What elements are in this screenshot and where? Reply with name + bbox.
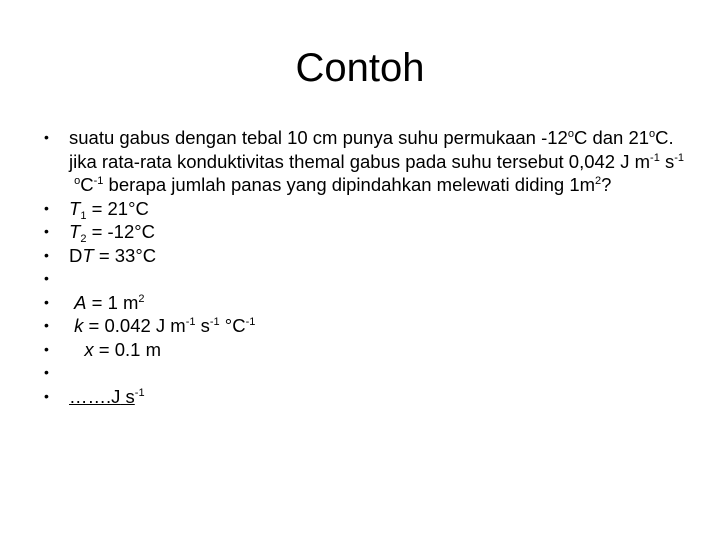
variable-symbol: k: [74, 315, 84, 336]
bullet-dot-icon: •: [44, 387, 49, 404]
answer-blank: …….J: [69, 385, 121, 407]
answer-unit: s: [120, 385, 135, 407]
slide-title: Contoh: [295, 46, 425, 90]
bullet-list: [44, 126, 684, 408]
degree-sup: o: [649, 128, 656, 140]
variable-subscript: 2: [80, 233, 87, 245]
exponent-sup: -1: [209, 316, 220, 328]
bullet-dot-icon: •: [44, 340, 49, 357]
variable-value: = -12°C: [86, 221, 156, 242]
problem-text-part: C. jika rata-rata konduktivitas themal gabus pada suhu tersebut 0,042 J m: [69, 127, 674, 172]
variable-symbol: T: [82, 244, 94, 266]
variable-value: °C: [219, 315, 246, 336]
problem-text-part: ?: [601, 174, 612, 195]
bullet-item-delta-t: [44, 244, 684, 268]
exponent-sup: -1: [245, 316, 256, 328]
bullet-item-area: [44, 291, 684, 315]
variable-value: = 33°C: [93, 244, 157, 266]
variable-value: = 0.042 J m: [83, 315, 186, 336]
variable-value: = 1 m: [86, 291, 139, 313]
exponent-sup: -1: [674, 151, 684, 164]
exponent-sup: 2: [595, 175, 602, 187]
exponent-sup: -1: [134, 386, 145, 399]
exponent-sup: 2: [138, 292, 145, 305]
bullet-dot-icon: •: [44, 317, 49, 333]
degree-sup: o: [567, 128, 574, 140]
variable-value: = 0.1 m: [93, 338, 162, 360]
variable-symbol: T: [69, 197, 81, 219]
bullet-item-conductivity: [44, 314, 684, 338]
bullet-dot-icon: •: [44, 364, 49, 380]
bullet-item-problem: [44, 126, 684, 197]
bullet-item-t1: [44, 197, 684, 221]
exponent-sup: -1: [650, 151, 660, 164]
bullet-item-t2: [44, 220, 684, 244]
exponent-sup: -1: [93, 175, 104, 187]
problem-text-part: berapa jumlah panas yang dipindahkan melewati diding 1m: [103, 174, 596, 195]
bullet-item-thickness: [44, 338, 684, 362]
problem-text-part: s: [659, 150, 675, 172]
problem-text-part: C dan 21: [573, 127, 650, 148]
problem-text-part: suatu gabus dengan tebal 10 cm punya suhu permukaan -12: [69, 127, 568, 148]
bullet-dot-icon: •: [44, 223, 49, 239]
variable-symbol: T: [69, 221, 81, 242]
variable-subscript: 1: [80, 209, 87, 222]
indent-space: [69, 339, 84, 360]
bullet-dot-icon: •: [44, 199, 49, 216]
variable-symbol: x: [84, 338, 94, 360]
bullet-item-empty: [44, 267, 684, 291]
bullet-dot-icon: •: [44, 129, 49, 145]
bullet-item-answer: [44, 385, 684, 409]
bullet-item-empty: [44, 361, 684, 385]
bullet-dot-icon: •: [44, 246, 49, 263]
degree-sup: o: [74, 175, 81, 187]
problem-text: [69, 127, 684, 195]
bullet-dot-icon: •: [44, 270, 49, 286]
variable-symbol: A: [74, 291, 87, 313]
variable-value: = 21°C: [86, 197, 149, 219]
delta-symbol: D: [69, 244, 83, 266]
bullet-dot-icon: •: [44, 293, 49, 310]
problem-text-part: C: [80, 174, 94, 195]
variable-value: s: [195, 315, 210, 336]
exponent-sup: -1: [185, 316, 196, 328]
